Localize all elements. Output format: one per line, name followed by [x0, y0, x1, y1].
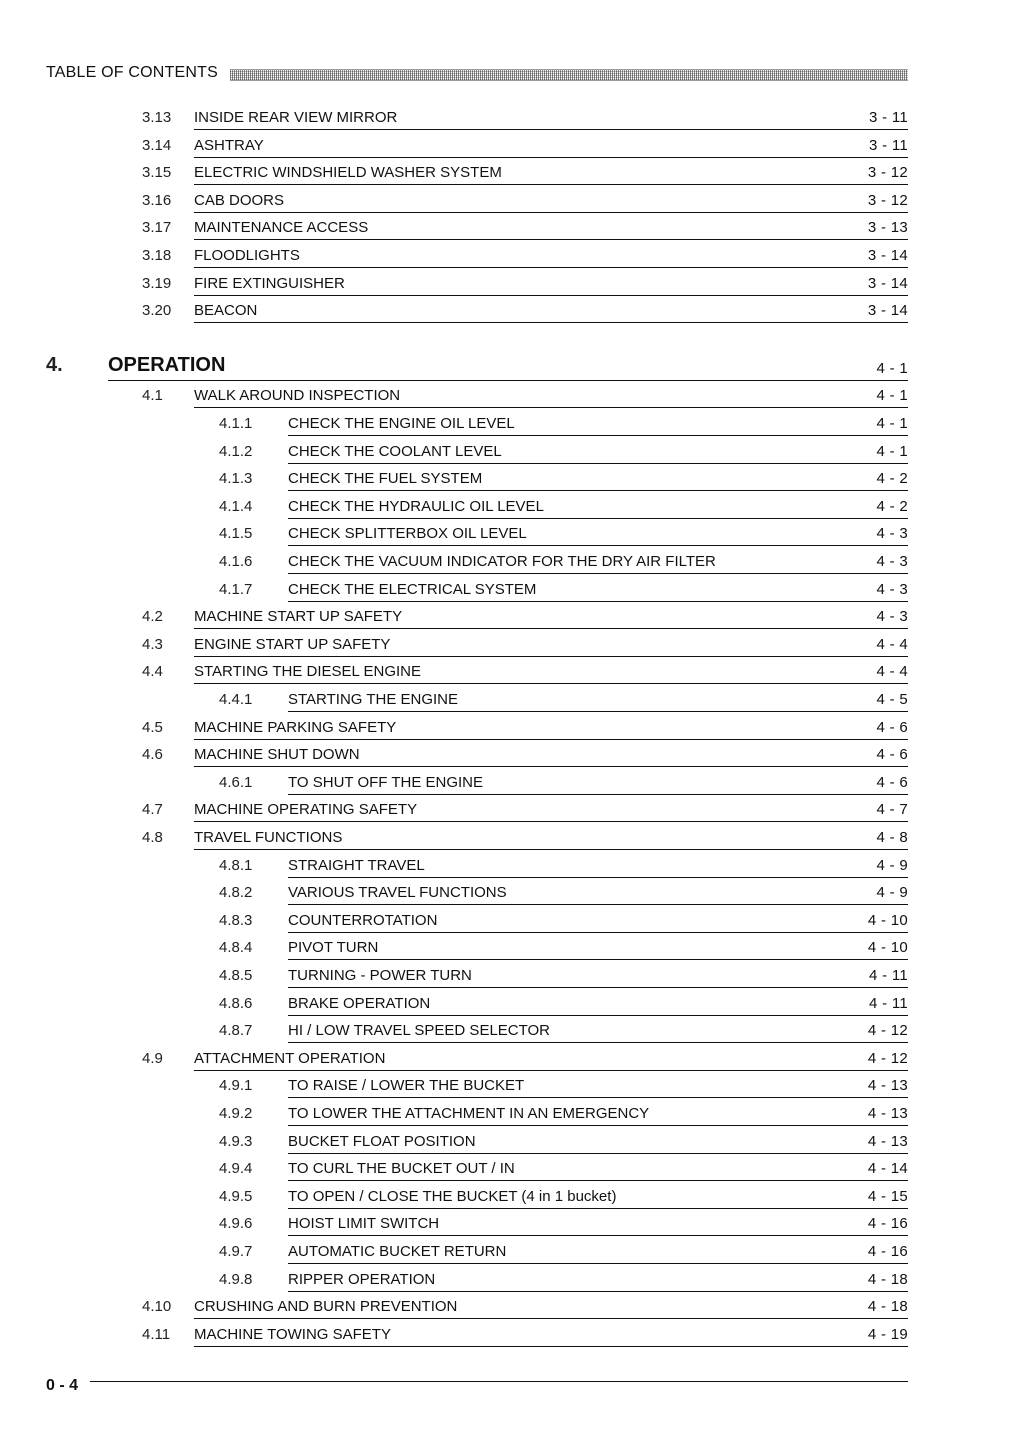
toc-entry-number: 4.6.1	[219, 773, 253, 791]
toc-entry-title: BEACON	[194, 302, 258, 320]
toc-entry-rule	[288, 441, 908, 464]
toc-entry-title: STARTING THE DIESEL ENGINE	[194, 663, 421, 681]
toc-entry[interactable]	[0, 1324, 1024, 1346]
toc-entry-rule	[288, 937, 908, 960]
toc-entry-rule	[288, 523, 908, 546]
toc-entry-title: CHECK SPLITTERBOX OIL LEVEL	[288, 525, 527, 543]
toc-entry-page: 3 - 12	[867, 191, 908, 209]
toc-entry-number: 4.4.1	[219, 691, 253, 708]
toc-entry-page: 4 - 7	[876, 801, 908, 819]
toc-entry-rule	[288, 882, 908, 905]
toc-entry-title: STRAIGHT TRAVEL	[288, 856, 425, 874]
toc-entry-page: 3 - 12	[867, 164, 908, 182]
page-footer	[46, 1376, 908, 1396]
toc-entry-rule	[288, 413, 908, 436]
toc-entry-page: 4 - 16	[867, 1243, 908, 1260]
toc-entry-page: 4 - 10	[867, 939, 908, 957]
toc-entry-number: 4.6	[142, 746, 163, 764]
toc-entry-number: 4.9.6	[219, 1215, 253, 1233]
footer-page-number: 0 - 4	[46, 1377, 79, 1394]
toc-entry-number: 4.2	[142, 608, 163, 626]
toc-entry-rule	[194, 300, 908, 323]
toc-entry-title: CHECK THE ELECTRICAL SYSTEM	[288, 580, 537, 598]
toc-entry-page: 4 - 6	[876, 746, 908, 764]
toc-entry-title: TO LOWER THE ATTACHMENT IN AN EMERGENCY	[288, 1105, 650, 1122]
toc-entry-rule	[288, 468, 908, 491]
toc-entry[interactable]	[0, 910, 1024, 932]
toc-entry[interactable]	[0, 1103, 1024, 1125]
toc-entry-title: ENGINE START UP SAFETY	[194, 635, 391, 653]
toc-entry-number: 4.7	[142, 801, 163, 819]
toc-entry[interactable]	[0, 799, 1024, 821]
toc-entry-number: 3.14	[142, 136, 172, 154]
toc-entry-page: 4 - 3	[876, 553, 908, 570]
toc-entry-page: 4 - 15	[867, 1187, 908, 1205]
toc-entry-rule	[194, 799, 908, 822]
toc-entry-rule	[288, 772, 908, 795]
toc-entry-rule	[194, 385, 908, 408]
toc-entry-rule	[194, 273, 908, 296]
toc-entry-number: 4.8.3	[219, 911, 253, 929]
toc-entry-number: 4.1.2	[219, 442, 253, 460]
toc-entry-page: 4 - 4	[876, 635, 908, 653]
toc-entry-number: 3.17	[142, 219, 172, 237]
toc-entry-number: 4.9.5	[219, 1187, 253, 1205]
toc-entry-title: HOIST LIMIT SWITCH	[288, 1215, 440, 1233]
toc-entry-rule	[194, 245, 908, 268]
toc-entry-rule	[288, 1103, 908, 1126]
toc-entry-title: CHECK THE HYDRAULIC OIL LEVEL	[288, 497, 544, 515]
toc-entry[interactable]	[0, 579, 1024, 601]
toc-entry-number: 4.1.7	[219, 580, 253, 598]
toc-entry-page: 4 - 1	[876, 359, 908, 377]
header-title: TABLE OF CONTENTS	[46, 64, 219, 81]
toc-entry-rule	[288, 1213, 908, 1236]
toc-entry-number: 4.8.7	[219, 1022, 253, 1040]
toc-entry[interactable]	[0, 413, 1024, 435]
toc-entry-page: 4 - 3	[876, 580, 908, 598]
toc-entry-page: 4 - 13	[867, 1105, 908, 1122]
toc-entry-rule	[194, 827, 908, 850]
toc-entry-title: CHECK THE ENGINE OIL LEVEL	[288, 415, 515, 432]
toc-entry[interactable]	[0, 441, 1024, 463]
toc-entry[interactable]	[0, 107, 1024, 129]
toc-entry-page: 4 - 16	[867, 1215, 908, 1233]
toc-entry-page: 3 - 14	[867, 274, 908, 292]
toc-entry-page: 4 - 11	[868, 967, 908, 984]
toc-entry[interactable]	[0, 937, 1024, 959]
toc-entry-page: 3 - 11	[868, 109, 908, 126]
toc-entry-title: WALK AROUND INSPECTION	[194, 387, 401, 405]
toc-entry-title: TO OPEN / CLOSE THE BUCKET (4 in 1 bucket)	[288, 1187, 617, 1205]
toc-entry-number: 4.10	[142, 1298, 172, 1316]
toc-entry-page: 4 - 14	[867, 1160, 908, 1178]
toc-entry-rule	[288, 579, 908, 602]
toc-entry[interactable]	[0, 217, 1024, 239]
toc-entry-number: 4.9	[142, 1049, 163, 1067]
toc-entry-page: 4 - 13	[867, 1132, 908, 1150]
toc-entry[interactable]	[0, 135, 1024, 157]
toc-entry-number: 4.1.3	[219, 470, 253, 488]
toc-entry-page: 4 - 6	[876, 718, 908, 736]
toc-entry-rule	[288, 910, 908, 933]
toc-entry[interactable]	[0, 1075, 1024, 1097]
toc-entry-rule	[288, 689, 908, 712]
toc-entry-rule	[194, 135, 908, 158]
toc-entry-title: ELECTRIC WINDSHIELD WASHER SYSTEM	[194, 164, 502, 182]
toc-entry-rule	[288, 1075, 908, 1098]
toc-entry-title: TO CURL THE BUCKET OUT / IN	[288, 1160, 515, 1178]
toc-entry-page: 4 - 18	[867, 1298, 908, 1316]
toc-entry-rule	[108, 353, 908, 381]
toc-entry-title: MACHINE START UP SAFETY	[194, 608, 403, 626]
toc-entry-number: 4.9.2	[219, 1105, 253, 1122]
toc-entry-title: CHECK THE FUEL SYSTEM	[288, 470, 483, 488]
toc-entry-page: 4 - 1	[876, 415, 908, 432]
toc-entry[interactable]	[0, 1213, 1024, 1235]
toc-entry-page: 4 - 5	[876, 691, 908, 708]
toc-entry[interactable]	[0, 1131, 1024, 1153]
footer-rule	[90, 1381, 908, 1382]
toc-entry[interactable]	[0, 273, 1024, 295]
toc-entry-title: OPERATION	[108, 353, 226, 376]
toc-entry-rule	[288, 496, 908, 519]
toc-entry-page: 4 - 18	[867, 1270, 908, 1288]
toc-entry[interactable]	[0, 993, 1024, 1015]
toc-entry-number: 4.8.6	[219, 994, 253, 1012]
toc-entry-title: COUNTERROTATION	[288, 911, 438, 929]
toc-entry[interactable]	[0, 1020, 1024, 1042]
toc-entry-title: CHECK THE COOLANT LEVEL	[288, 442, 502, 460]
toc-entry-rule	[288, 1158, 908, 1181]
toc-entry-number: 4.11	[142, 1325, 171, 1343]
toc-entry-number: 4.9.3	[219, 1132, 253, 1150]
toc-entry-page: 4 - 13	[867, 1077, 908, 1095]
toc-entry[interactable]	[0, 772, 1024, 794]
toc-entry-number: 4.1.5	[219, 525, 253, 543]
toc-entry-number: 4.9.7	[219, 1243, 253, 1260]
toc-entry-title: MACHINE TOWING SAFETY	[194, 1325, 391, 1343]
toc-entry-page: 4 - 3	[876, 525, 908, 543]
toc-entry[interactable]	[0, 661, 1024, 683]
toc-entry-number: 4.8.4	[219, 939, 253, 957]
toc-entry-page: 4 - 12	[867, 1022, 908, 1040]
toc-entry[interactable]	[0, 1296, 1024, 1318]
toc-entry[interactable]	[0, 606, 1024, 628]
toc-entry-number: 3.18	[142, 247, 172, 264]
toc-entry-title: FIRE EXTINGUISHER	[194, 274, 345, 292]
toc-entry-number: 4.9.4	[219, 1160, 253, 1178]
toc-entry-rule	[194, 717, 908, 740]
toc-entry[interactable]	[0, 245, 1024, 267]
toc-entry-rule	[288, 1186, 908, 1209]
toc-entry[interactable]	[0, 855, 1024, 877]
toc-entry-number: 4.5	[142, 718, 163, 736]
toc-entry-number: 4.4	[142, 663, 163, 681]
toc-entry-page: 4 - 1	[876, 442, 908, 460]
toc-entry-number: 4.1	[142, 387, 163, 405]
toc-entry-number: 3.13	[142, 109, 172, 126]
toc-entry-title: RIPPER OPERATION	[288, 1270, 436, 1288]
toc-entry-number: 4.8.5	[219, 967, 253, 984]
toc-entry-rule	[288, 551, 908, 574]
toc-entry-title: CRUSHING AND BURN PREVENTION	[194, 1298, 458, 1316]
toc-entry-number: 4.1.6	[219, 553, 253, 570]
toc-entry-title: INSIDE REAR VIEW MIRROR	[194, 109, 398, 126]
page-header	[46, 63, 908, 83]
toc-entry-rule	[194, 661, 908, 684]
toc-entry-rule	[288, 965, 908, 988]
toc-entry-page: 3 - 11	[868, 136, 908, 154]
toc-entry-rule	[194, 1048, 908, 1071]
toc-entry-page: 3 - 14	[867, 302, 908, 320]
toc-entry[interactable]	[0, 300, 1024, 322]
toc-entry[interactable]	[0, 882, 1024, 904]
toc-entry-rule	[194, 217, 908, 240]
toc-entry-number: 4.8	[142, 829, 163, 846]
toc-entry-number: 3.19	[142, 274, 172, 292]
toc-entry[interactable]	[0, 689, 1024, 711]
toc-entry-page: 4 - 10	[867, 911, 908, 929]
toc-entry-page: 4 - 1	[876, 387, 908, 405]
toc-entry-page: 4 - 8	[876, 829, 908, 846]
toc-entry-title: MACHINE OPERATING SAFETY	[194, 801, 418, 819]
toc-entry-number: 4.3	[142, 635, 163, 653]
toc-entry-rule	[288, 993, 908, 1016]
toc-entry-rule	[288, 1269, 908, 1292]
toc-entry-title: VARIOUS TRAVEL FUNCTIONS	[288, 884, 507, 902]
toc-entry-number: 4.8.1	[219, 856, 253, 874]
toc-entry[interactable]	[0, 190, 1024, 212]
toc-entry-rule	[288, 855, 908, 878]
toc-entry-page: 3 - 14	[867, 247, 908, 264]
toc-entry-page: 4 - 11	[868, 994, 908, 1012]
toc-entry[interactable]	[0, 1241, 1024, 1263]
toc-chapter-heading[interactable]	[0, 353, 1024, 380]
toc-entry-title: BRAKE OPERATION	[288, 994, 431, 1012]
toc-entry-rule	[194, 606, 908, 629]
toc-entry[interactable]	[0, 965, 1024, 987]
toc-entry-number: 4.1.1	[219, 415, 253, 432]
toc-entry-title: TO RAISE / LOWER THE BUCKET	[288, 1077, 525, 1095]
toc-entry-title: PIVOT TURN	[288, 939, 379, 957]
toc-entry-page: 4 - 19	[867, 1325, 908, 1343]
toc-entry-page: 4 - 9	[876, 856, 908, 874]
toc-entry[interactable]	[0, 162, 1024, 184]
toc-entry-title: CAB DOORS	[194, 191, 285, 209]
toc-entry[interactable]	[0, 496, 1024, 518]
toc-entry-number: 4.9.1	[219, 1077, 253, 1095]
toc-entry-number: 3.16	[142, 191, 172, 209]
toc-entry-rule	[288, 1131, 908, 1154]
toc-entry[interactable]	[0, 744, 1024, 766]
toc-entry[interactable]	[0, 827, 1024, 849]
toc-entry-title: TRAVEL FUNCTIONS	[194, 829, 343, 846]
toc-entry-page: 4 - 12	[867, 1049, 908, 1067]
toc-entry-title: ASHTRAY	[194, 136, 264, 154]
toc-entry-title: ATTACHMENT OPERATION	[194, 1049, 386, 1067]
toc-entry-title: HI / LOW TRAVEL SPEED SELECTOR	[288, 1022, 551, 1040]
toc-entry[interactable]	[0, 468, 1024, 490]
toc-entry[interactable]	[0, 385, 1024, 407]
toc-entry[interactable]	[0, 523, 1024, 545]
toc-entry-page: 4 - 2	[876, 470, 908, 488]
toc-entry-rule	[194, 1324, 908, 1347]
toc-entry-title: TO SHUT OFF THE ENGINE	[288, 773, 484, 791]
toc-entry-rule	[194, 190, 908, 213]
toc-entry-title: MACHINE PARKING SAFETY	[194, 718, 397, 736]
toc-entry[interactable]	[0, 634, 1024, 656]
toc-entry-page: 4 - 4	[876, 663, 908, 681]
toc-entry[interactable]	[0, 1048, 1024, 1070]
toc-entry[interactable]	[0, 551, 1024, 573]
toc-entry-page: 4 - 9	[876, 884, 908, 902]
toc-entry[interactable]	[0, 1186, 1024, 1208]
toc-entry-page: 3 - 13	[867, 219, 908, 237]
toc-entry-number: 4.9.8	[219, 1270, 253, 1288]
toc-entry[interactable]	[0, 1158, 1024, 1180]
toc-entry-rule	[194, 1296, 908, 1319]
toc-entry-number: 4.8.2	[219, 884, 253, 902]
toc-entry-title: FLOODLIGHTS	[194, 247, 300, 264]
toc-entry-number: 4.	[46, 353, 63, 376]
toc-entry-number: 3.15	[142, 164, 172, 182]
toc-entry-rule	[288, 1241, 908, 1264]
toc-entry-title: TURNING - POWER TURN	[288, 967, 472, 984]
toc-entry[interactable]	[0, 1269, 1024, 1291]
toc-entry-page: 4 - 6	[876, 773, 908, 791]
toc-entry[interactable]	[0, 717, 1024, 739]
toc-entry-title: AUTOMATIC BUCKET RETURN	[288, 1243, 507, 1260]
toc-entry-rule	[194, 107, 908, 130]
toc-entry-page: 4 - 2	[876, 497, 908, 515]
toc-entry-number: 3.20	[142, 302, 172, 320]
toc-entry-rule	[194, 162, 908, 185]
toc-entry-title: STARTING THE ENGINE	[288, 691, 459, 708]
header-hatched-bar	[230, 69, 908, 81]
toc-entry-title: CHECK THE VACUUM INDICATOR FOR THE DRY AIR FILTER	[288, 553, 716, 570]
toc-entry-title: MAINTENANCE ACCESS	[194, 219, 369, 237]
toc-entry-rule	[288, 1020, 908, 1043]
toc-entry-title: MACHINE SHUT DOWN	[194, 746, 360, 764]
toc-entry-title: BUCKET FLOAT POSITION	[288, 1132, 476, 1150]
toc-entry-page: 4 - 3	[876, 608, 908, 626]
toc-entry-rule	[194, 744, 908, 767]
toc-entry-rule	[194, 634, 908, 657]
toc-entry-number: 4.1.4	[219, 497, 253, 515]
